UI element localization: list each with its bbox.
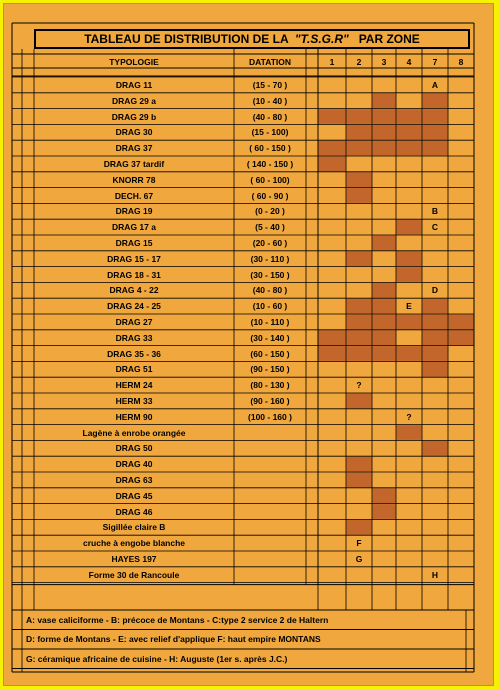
filled-cell — [397, 251, 422, 266]
datation-cell: (10 - 40 ) — [252, 95, 288, 106]
filled-cell — [347, 299, 372, 314]
filled-cell — [373, 488, 396, 503]
zone-marker: A — [431, 80, 439, 90]
filled-cell — [319, 157, 346, 172]
typologie-cell: Forme 30 de Rancoule — [88, 569, 180, 580]
datation-cell: (10 - 60 ) — [252, 301, 288, 312]
typologie-cell: DRAG 24 - 25 — [107, 301, 161, 312]
datation-cell: ( 60 - 90 ) — [251, 190, 289, 201]
filled-cell — [423, 362, 448, 377]
filled-cell — [347, 457, 372, 472]
zone-marker: E — [406, 301, 412, 312]
typologie-cell: DRAG 30 — [115, 127, 153, 138]
header-zone-4: 4 — [406, 57, 412, 67]
datation-cell: ( 60 - 100) — [250, 174, 290, 185]
typologie-cell: HERM 90 — [115, 411, 153, 422]
filled-cell — [347, 141, 372, 156]
typologie-cell: DRAG 27 — [115, 317, 153, 327]
filled-cell — [319, 330, 346, 345]
zone-marker: G — [355, 554, 363, 564]
filled-cell — [373, 109, 396, 124]
filled-cell — [373, 346, 396, 361]
typologie-cell: DRAG 63 — [115, 475, 153, 485]
typologie-cell: DRAG 15 — [115, 238, 153, 248]
filled-cell — [449, 330, 474, 345]
zone-marker: B — [431, 206, 439, 217]
typologie-cell: Lagène à enrobe orangée — [82, 427, 186, 438]
typologie-cell: KNORR 78 — [112, 174, 156, 185]
filled-cell — [373, 299, 396, 314]
datation-cell: (10 - 110 ) — [250, 317, 290, 327]
filled-cell — [449, 315, 474, 330]
filled-cell — [423, 315, 448, 330]
filled-cell — [397, 267, 422, 282]
filled-cell — [423, 141, 448, 156]
filled-cell — [397, 425, 422, 440]
legend-note: G: céramique africaine de cuisine - H: Auguste (1er s. après J.C.) — [26, 653, 288, 664]
filled-cell — [319, 346, 346, 361]
filled-cell — [397, 315, 422, 330]
filled-cell — [397, 141, 422, 156]
typologie-cell: DRAG 33 — [115, 332, 153, 343]
datation-cell: (30 - 110 ) — [250, 253, 290, 264]
header-zone-8: 8 — [458, 57, 464, 67]
typologie-cell: DRAG 29 b — [111, 111, 157, 122]
filled-cell — [347, 188, 372, 203]
typologie-cell: DRAG 18 - 31 — [107, 269, 161, 280]
filled-cell — [373, 125, 396, 140]
filled-cell — [423, 109, 448, 124]
datation-cell: (5 - 40 ) — [255, 222, 285, 233]
filled-cell — [397, 220, 422, 235]
header-zone-1: 1 — [329, 57, 335, 67]
typologie-cell: DRAG 46 — [115, 506, 153, 517]
typologie-cell: DRAG 35 - 36 — [107, 348, 161, 359]
typologie-cell: DECH. 67 — [114, 190, 154, 201]
filled-cell — [373, 504, 396, 519]
filled-cell — [347, 125, 372, 140]
typologie-cell: DRAG 37 tardif — [103, 159, 165, 169]
datation-cell: (80 - 130 ) — [250, 380, 290, 391]
header-zone-7: 7 — [432, 57, 438, 67]
filled-cell — [373, 283, 396, 298]
datation-cell: (30 - 140 ) — [250, 332, 290, 343]
datation-cell: (15 - 100) — [251, 127, 289, 138]
datation-cell: ( 140 - 150 ) — [246, 159, 294, 169]
datation-cell: (15 - 70 ) — [252, 80, 288, 90]
filled-cell — [423, 441, 448, 456]
typologie-cell: DRAG 4 - 22 — [109, 285, 159, 296]
filled-cell — [347, 315, 372, 330]
typologie-cell: DRAG 29 a — [112, 95, 156, 106]
datation-cell: (90 - 160 ) — [250, 396, 290, 406]
datation-cell: (30 - 150 ) — [250, 269, 290, 280]
header-typologie: TYPOLOGIE — [109, 57, 159, 67]
filled-cell — [373, 93, 396, 108]
filled-cell — [373, 330, 396, 345]
filled-cell — [319, 109, 346, 124]
zone-marker: ? — [406, 411, 412, 422]
datation-cell: (100 - 160 ) — [248, 411, 292, 422]
header-zone-2: 2 — [356, 57, 362, 67]
zone-marker: D — [431, 285, 439, 296]
typologie-cell: DRAG 51 — [115, 364, 153, 375]
typologie-cell: DRAG 11 — [115, 80, 153, 90]
typologie-cell: DRAG 45 — [115, 490, 153, 501]
title-abbr: "T.S.G.R" — [294, 32, 349, 46]
filled-cell — [347, 172, 372, 187]
typologie-cell: DRAG 37 — [115, 143, 153, 154]
filled-cell — [347, 109, 372, 124]
typologie-cell: DRAG 19 — [115, 206, 153, 217]
title-prefix: TABLEAU DE DISTRIBUTION DE LA — [84, 32, 295, 46]
zone-marker: F — [356, 538, 362, 549]
legend-note: D: forme de Montans - E: avec relief d'applique F: haut empire MONTANS — [26, 634, 321, 644]
typologie-cell: DRAG 50 — [115, 443, 153, 454]
datation-cell: (90 - 150 ) — [250, 364, 290, 375]
legend-note: A: vase caliciforme - B: précoce de Montans - C:type 2 service 2 de Haltern — [26, 614, 329, 625]
datation-cell: (60 - 150 ) — [250, 348, 290, 359]
filled-cell — [373, 141, 396, 156]
title-suffix: PAR ZONE — [348, 32, 420, 46]
header-zone-3: 3 — [381, 57, 387, 67]
header-datation: DATATION — [248, 57, 292, 67]
filled-cell — [423, 125, 448, 140]
zone-marker: H — [431, 569, 439, 580]
filled-cell — [423, 299, 448, 314]
filled-cell — [347, 473, 372, 488]
typologie-cell: HERM 33 — [115, 396, 153, 406]
typologie-cell: HAYES 197 — [111, 554, 157, 564]
filled-cell — [319, 141, 346, 156]
datation-cell: (40 - 80 ) — [252, 285, 288, 296]
datation-cell: (0 - 20 ) — [255, 206, 285, 217]
filled-cell — [347, 520, 372, 535]
filled-cell — [397, 125, 422, 140]
filled-cell — [373, 315, 396, 330]
filled-cell — [347, 251, 372, 266]
typologie-cell: cruche à engobe blanche — [82, 538, 186, 549]
datation-cell: ( 60 - 150 ) — [249, 143, 291, 154]
typologie-cell: DRAG 17 a — [112, 222, 156, 233]
filled-cell — [397, 346, 422, 361]
filled-cell — [347, 394, 372, 409]
filled-cell — [423, 93, 448, 108]
filled-cell — [347, 330, 372, 345]
filled-cell — [423, 346, 448, 361]
filled-cell — [347, 346, 372, 361]
zone-marker: ? — [356, 380, 362, 391]
datation-cell: (20 - 60 ) — [252, 238, 288, 248]
zone-marker: C — [431, 222, 439, 233]
filled-cell — [373, 236, 396, 251]
filled-cell — [423, 330, 448, 345]
datation-cell: (40 - 80 ) — [252, 111, 288, 122]
typologie-cell: DRAG 40 — [115, 459, 153, 470]
typologie-cell: Sigillée claire B — [102, 522, 166, 533]
typologie-cell: HERM 24 — [115, 380, 153, 391]
filled-cell — [397, 109, 422, 124]
typologie-cell: DRAG 15 - 17 — [107, 253, 161, 264]
